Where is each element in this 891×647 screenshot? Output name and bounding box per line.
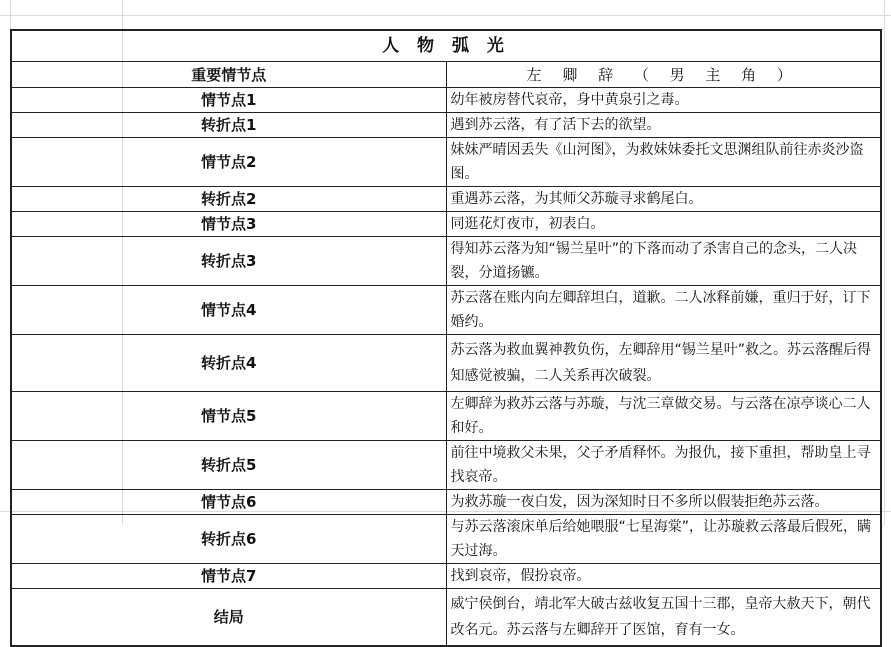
table-row	[11, 138, 881, 187]
plot-point-text[interactable]: 幼年被房替代哀帝，身中黄泉引之毒。	[446, 88, 881, 113]
header-plot-points[interactable]: 重要情节点	[11, 62, 446, 88]
character-arc-table	[10, 29, 882, 647]
plot-point-text[interactable]: 得知苏云落为知“锡兰星叶”的下落而动了杀害自己的念头，二人决裂，分道扬镳。	[446, 237, 881, 286]
table-row	[11, 212, 881, 237]
plot-point-text[interactable]: 前往中境救父未果，父子矛盾释怀。为报仇，接下重担，帮助皇上寻找哀帝。	[446, 441, 881, 490]
gridline	[884, 0, 885, 525]
table-row	[11, 237, 881, 286]
plot-point-label[interactable]: 转折点4	[11, 335, 446, 392]
plot-point-text[interactable]: 苏云落为救血翼神教负伤，左卿辞用“锡兰星叶”救之。苏云落醒后得知感觉被骗，二人关系再次破裂。	[446, 335, 881, 392]
plot-point-label[interactable]: 转折点6	[11, 515, 446, 564]
plot-point-text[interactable]: 找到哀帝，假扮哀帝。	[446, 564, 881, 589]
plot-point-text[interactable]: 重遇苏云落，为其师父苏璇寻求鹤尾白。	[446, 187, 881, 212]
table-row	[11, 515, 881, 564]
plot-point-label[interactable]: 情节点6	[11, 490, 446, 515]
plot-point-text[interactable]: 与苏云落滚床单后给她喂服“七星海棠”，让苏璇救云落最后假死，瞒天过海。	[446, 515, 881, 564]
plot-point-text[interactable]: 为救苏璇一夜白发，因为深知时日不多所以假装拒绝苏云落。	[446, 490, 881, 515]
plot-point-label[interactable]: 情节点3	[11, 212, 446, 237]
table-row	[11, 113, 881, 138]
table-row	[11, 441, 881, 490]
table-row	[11, 564, 881, 589]
plot-point-label[interactable]: 转折点5	[11, 441, 446, 490]
plot-point-label[interactable]: 情节点7	[11, 564, 446, 589]
table-row	[11, 490, 881, 515]
plot-point-label[interactable]: 转折点2	[11, 187, 446, 212]
table-row	[11, 589, 881, 647]
plot-point-label[interactable]: 情节点4	[11, 286, 446, 335]
plot-point-text[interactable]: 左卿辞为救苏云落与苏璇，与沈三章做交易。与云落在凉亭谈心二人和好。	[446, 392, 881, 441]
plot-point-label[interactable]: 转折点3	[11, 237, 446, 286]
plot-point-label[interactable]: 情节点2	[11, 138, 446, 187]
plot-point-label[interactable]: 情节点5	[11, 392, 446, 441]
header-character[interactable]: 左 卿 辞 （ 男 主 角 ）	[446, 62, 881, 88]
plot-point-text[interactable]: 妹妹严晴因丢失《山河图》，为救妹妹委托文思渊组队前往赤炎沙盗图。	[446, 138, 881, 187]
plot-point-text[interactable]: 威宁侯倒台，靖北军大破古兹收复五国十三郡，皇帝大赦天下，朝代改名元。苏云落与左卿辞开了医馆，育有一女。	[446, 589, 881, 647]
table-row	[11, 335, 881, 392]
plot-point-label[interactable]: 情节点1	[11, 88, 446, 113]
plot-point-label[interactable]: 结局	[11, 589, 446, 647]
table-row	[11, 286, 881, 335]
plot-point-text[interactable]: 遇到苏云落，有了活下去的欲望。	[446, 113, 881, 138]
table-row	[11, 392, 881, 441]
plot-point-text[interactable]: 同逛花灯夜市，初表白。	[446, 212, 881, 237]
plot-point-text[interactable]: 苏云落在账内向左卿辞坦白，道歉。二人冰释前嫌，重归于好，订下婚约。	[446, 286, 881, 335]
table-row	[11, 187, 881, 212]
gridline	[0, 15, 891, 16]
table-title[interactable]: 人 物 弧 光	[11, 30, 881, 62]
plot-point-label[interactable]: 转折点1	[11, 113, 446, 138]
table-row	[11, 88, 881, 113]
